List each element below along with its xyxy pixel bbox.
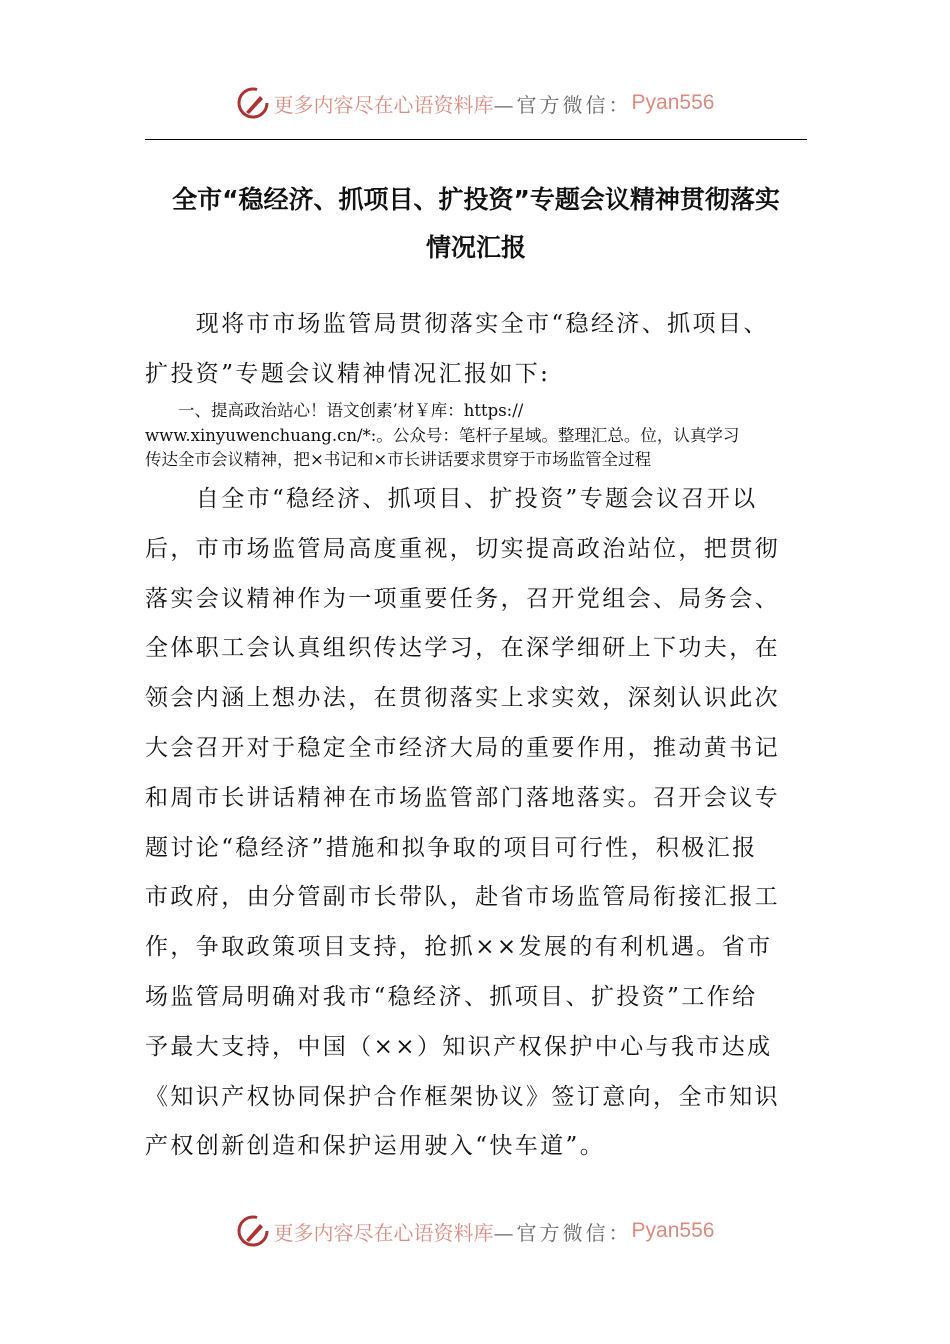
pen-logo-icon xyxy=(236,1214,270,1248)
body-line: 题讨论“稳经济”措施和拟争取的项目可行性，积极汇报 xyxy=(145,834,758,861)
intro-line: 现将市市场监管局贯彻落实全市“稳经济、抓项目、 xyxy=(145,311,769,337)
document-title-line-2: 情况汇报 xyxy=(425,233,526,262)
banner-wechat-id: Pyan556 xyxy=(631,1219,715,1242)
section-heading-line: www.xinyuwenchuang.cn/*:。公众号：笔杆子星域。整理汇总。位，认真学习 xyxy=(145,425,740,445)
body-line: 产权创新创造和保护运用驶入“快车道”。 xyxy=(145,1133,606,1160)
pen-logo-icon xyxy=(236,86,270,120)
body-line: 落实会议精神作为一项重要任务，召开党组会、局务会、 xyxy=(145,585,780,612)
banner-wechat-label: —官方微信： xyxy=(493,1220,632,1245)
body-line: 《知识产权协同保护合作框架协议》签订意向，全市知识 xyxy=(145,1083,780,1110)
banner-text: 更多内容尽在心语资料库 xyxy=(273,1220,494,1245)
section-heading-line: 一、提高政治站心！语文创素’材￥库：https:// xyxy=(145,401,524,420)
footer-banner xyxy=(0,1211,950,1251)
header-banner xyxy=(0,83,950,123)
banner-wechat-label: —官方微信： xyxy=(493,92,632,117)
body-line: 领会内涵上想办法，在贯彻落实上求实效，深刻认识此次 xyxy=(145,685,780,712)
body-line: 场监管局明确对我市“稳经济、抓项目、扩投资”工作给 xyxy=(145,984,758,1010)
body-line: 全体职工会认真组织传达学习，在深学细研上下功夫，在 xyxy=(145,635,780,662)
body-line: 作，争取政策项目支持，抢抓××发展的有利机遇。省市 xyxy=(145,934,773,961)
body-line: 自全市“稳经济、抓项目、扩投资”专题会议召开以 xyxy=(145,486,758,512)
banner-text: 更多内容尽在心语资料库 xyxy=(273,92,494,117)
intro-line: 扩投资”专题会议精神情况汇报如下: xyxy=(145,361,551,387)
body-line: 予最大支持，中国（××）知识产权保护中心与我市达成 xyxy=(145,1033,773,1060)
body-line: 大会召开对于稳定全市经济大局的重要作用，推动黄书记 xyxy=(145,735,780,761)
body-line: 市政府，由分管副市长带队，赴省市场监管局衔接汇报工 xyxy=(145,884,780,911)
body-line: 后，市市场监管局高度重视，切实提高政治站位，把贯彻 xyxy=(145,535,780,562)
header-rule xyxy=(145,139,807,140)
banner-wechat-id: Pyan556 xyxy=(631,91,715,114)
section-heading-line: 传达全市会议精神，把×书记和×市长讲话要求贯穿于市场监管全过程 xyxy=(145,450,652,469)
body-line: 和周市长讲话精神在市场监管部门落地落实。召开会议专 xyxy=(145,784,780,811)
document-title-line-1: 全市“稳经济、抓项目、扩投资”专题会议精神贯彻落实 xyxy=(172,185,780,214)
